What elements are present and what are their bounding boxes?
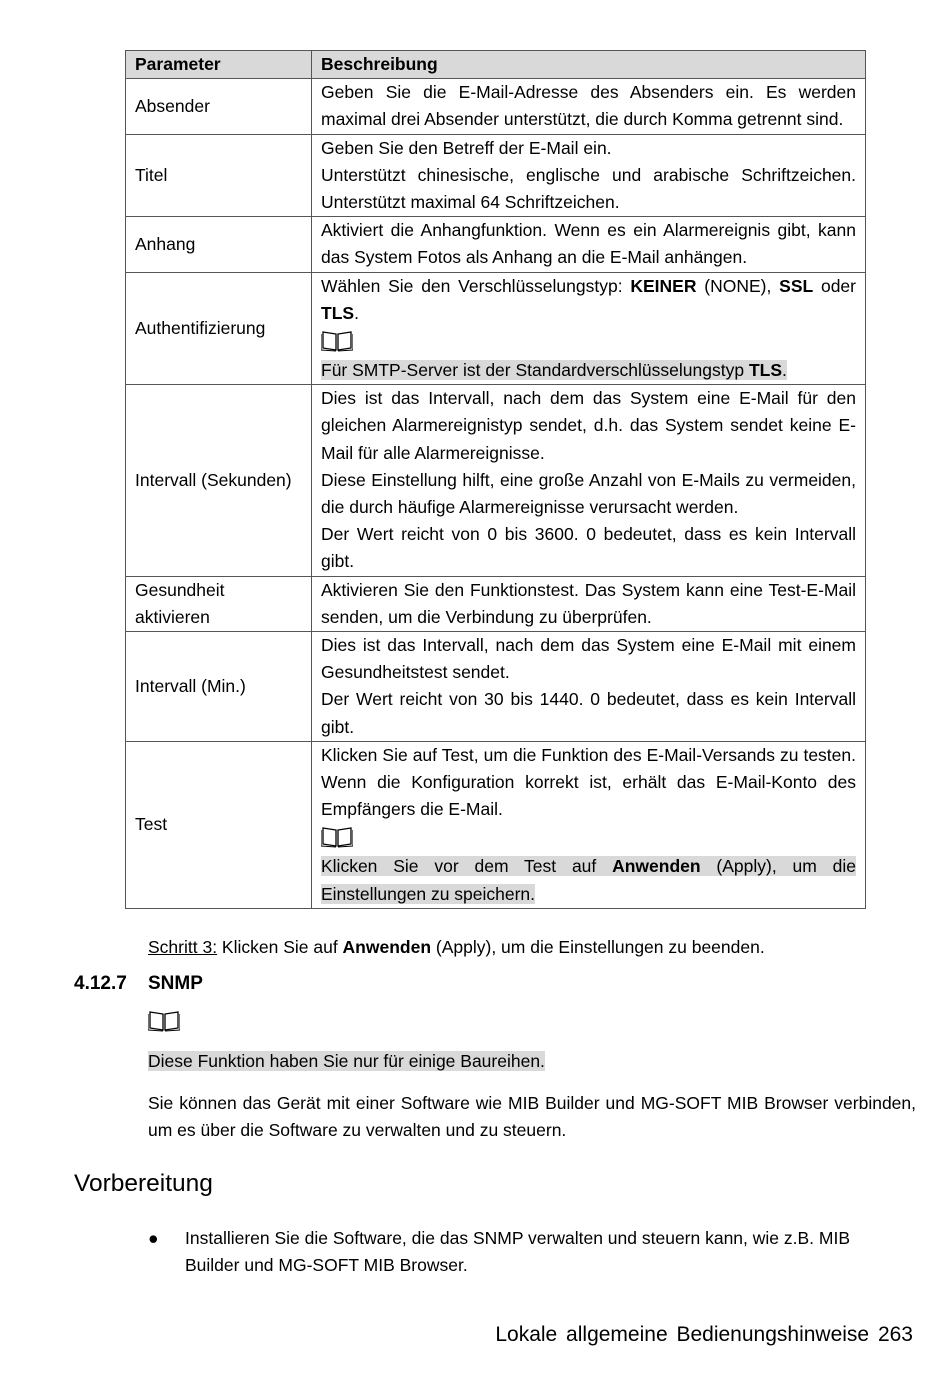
table-row bbox=[126, 79, 866, 134]
table-row bbox=[126, 217, 866, 272]
param-test: Test bbox=[126, 741, 312, 908]
step-3: Schritt 3: Klicken Sie auf Anwenden (Apply), um die Einstellungen zu beenden. bbox=[148, 937, 765, 957]
param-titel: Titel bbox=[126, 134, 312, 217]
body-paragraph: Sie können das Gerät mit einer Software wie MIB Builder und MG-SOFT MIB Browser verbinden, um es über die Software zu verwalten und zu steuern. bbox=[148, 1093, 916, 1140]
table-header-row bbox=[126, 51, 866, 79]
page-footer: Lokale allgemeine Bedienungshinweise 263 bbox=[495, 1323, 913, 1346]
param-authentifizierung: Authentifizierung bbox=[126, 272, 312, 385]
desc-titel: Geben Sie den Betreff der E-Mail ein. Unterstützt chinesische, englische und arabische Schriftzeichen. Unterstützt maximal 64 Schriftzeichen. bbox=[312, 134, 866, 217]
desc-absender: Geben Sie die E-Mail-Adresse des Absenders ein. Es werden maximal drei Absender unterstützt, die durch Komma getrennt sind. bbox=[312, 79, 866, 134]
desc-test: Klicken Sie auf Test, um die Funktion des E-Mail-Versands zu testen. Wenn die Konfiguration korrekt ist, erhält das E-Mail-Konto des Empfängers die E-Mail. Klicken Sie vor dem Test auf Anwenden (Apply), um die Einstellungen zu speichern. bbox=[312, 741, 866, 908]
desc-authentifizierung: Wählen Sie den Verschlüsselungstyp: KEINER (NONE), SSL oder TLS. Für SMTP-Server ist der Standardverschlüsselungstyp TLS. bbox=[312, 272, 866, 385]
note-book-icon bbox=[321, 826, 355, 853]
parameter-table bbox=[125, 50, 866, 909]
bullet-dot: ● bbox=[148, 1228, 159, 1248]
param-intervall-sekunden: Intervall (Sekunden) bbox=[126, 385, 312, 576]
table-row bbox=[126, 632, 866, 742]
note-book-icon bbox=[148, 1010, 180, 1037]
param-anhang: Anhang bbox=[126, 217, 312, 272]
list-item-text: Installieren Sie die Software, die das SNMP verwalten und steuern kann, wie z.B. MIB Builder und MG-SOFT MIB Browser. bbox=[185, 1228, 851, 1275]
table-row bbox=[126, 272, 866, 385]
desc-intervall-min: Dies ist das Intervall, nach dem das System eine E-Mail mit einem Gesundheitstest sendet. Der Wert reicht von 30 bis 1440. 0 bedeutet, dass es kein Intervall gibt. bbox=[312, 632, 866, 742]
param-gesundheit: Gesundheit aktivieren bbox=[126, 576, 312, 631]
table-row bbox=[126, 741, 866, 908]
header-beschreibung: Beschreibung bbox=[312, 51, 866, 79]
note-text: Diese Funktion haben Sie nur für einige Baureihen. bbox=[148, 1051, 545, 1071]
subheading: Vorbereitung bbox=[74, 1170, 213, 1197]
desc-gesundheit: Aktivieren Sie den Funktionstest. Das System kann eine Test-E-Mail senden, um die Verbindung zu überprüfen. bbox=[312, 576, 866, 631]
page-number: 263 bbox=[877, 1323, 913, 1346]
section-heading: 4.12.7 SNMP bbox=[74, 973, 203, 994]
table-row bbox=[126, 134, 866, 217]
param-intervall-min: Intervall (Min.) bbox=[126, 632, 312, 742]
table-row bbox=[126, 385, 866, 576]
list-item bbox=[148, 1225, 888, 1279]
desc-intervall-sekunden: Dies ist das Intervall, nach dem das System eine E-Mail für den gleichen Alarmereignistyp sendet, d.h. das System sendet keine E-Mail für alle Alarmereignisse. Diese Einstellung hilft, eine große Anzahl von E-Mails zu vermeiden, die durch häufige Alarmereignisse verursacht werden. Der Wert reicht von 0 bis 3600. 0 bedeutet, dass es kein Intervall gibt. bbox=[312, 385, 866, 576]
note-book-icon bbox=[321, 330, 355, 357]
header-parameter: Parameter bbox=[126, 51, 312, 79]
table-row bbox=[126, 576, 866, 631]
desc-anhang: Aktiviert die Anhangfunktion. Wenn es ein Alarmereignis gibt, kann das System Fotos als Anhang an die E-Mail anhängen. bbox=[312, 217, 866, 272]
param-absender: Absender bbox=[126, 79, 312, 134]
